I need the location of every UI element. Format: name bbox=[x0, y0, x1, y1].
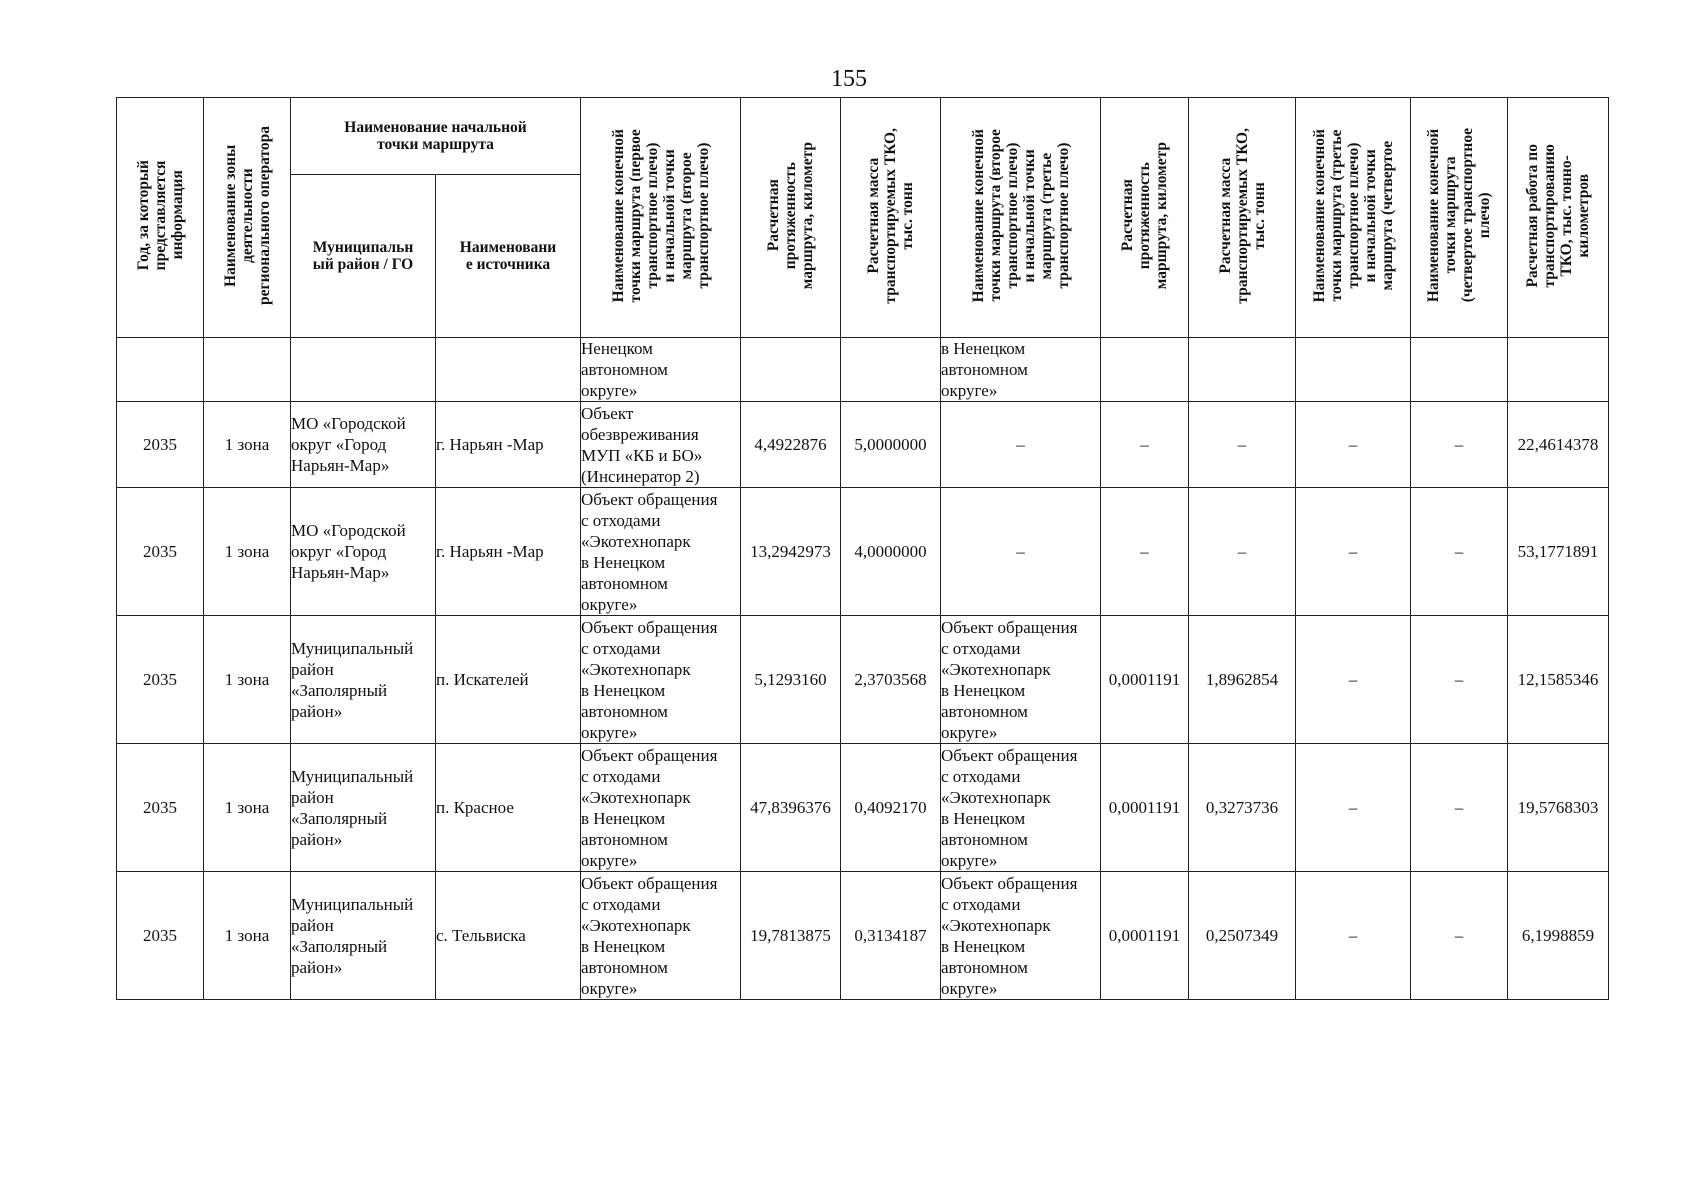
table-row bbox=[117, 402, 1609, 488]
cell-distance-2: 0,0001191 bbox=[1101, 872, 1189, 1000]
cell-mass-2: 0,3273736 bbox=[1189, 744, 1296, 872]
table-cell bbox=[1296, 338, 1411, 402]
cell-district: Муниципальный район «Заполярный район» bbox=[291, 872, 436, 1000]
cell-district: Муниципальный район «Заполярный район» bbox=[291, 616, 436, 744]
cell-end-point-3: – bbox=[1296, 616, 1411, 744]
cell-zone: 1 зона bbox=[204, 488, 291, 616]
header-zone: Наименование зоны деятельности регионального оператора bbox=[204, 98, 291, 338]
table-row bbox=[117, 872, 1609, 1000]
cell-zone: 1 зона bbox=[204, 872, 291, 1000]
cell-mass-1: 4,0000000 bbox=[841, 488, 941, 616]
cell-source: с. Тельвиска bbox=[436, 872, 581, 1000]
cell-district: МО «Городской округ «Город Нарьян-Мар» bbox=[291, 488, 436, 616]
cell-end-point-3: – bbox=[1296, 872, 1411, 1000]
cell-end-point-4: – bbox=[1411, 872, 1508, 1000]
cell-year: 2035 bbox=[117, 616, 204, 744]
header-end-point-2: Наименование конечной точки маршрута (второе транспортное плечо) и начальной точки маршрута (третье транспортное плечо) bbox=[941, 98, 1101, 338]
table-cell bbox=[741, 338, 841, 402]
cell-end-point-1: Объект обращения с отходами «Экотехнопарк в Ненецком автономном округе» bbox=[581, 744, 741, 872]
table-row bbox=[117, 488, 1609, 616]
route-table bbox=[116, 97, 1609, 1000]
cell-end-point-3: – bbox=[1296, 744, 1411, 872]
cell-end-point-2: Объект обращения с отходами «Экотехнопарк в Ненецком автономном округе» bbox=[941, 616, 1101, 744]
table-cell bbox=[291, 338, 436, 402]
cell-source: г. Нарьян -Мар bbox=[436, 402, 581, 488]
cell-mass-1: 0,4092170 bbox=[841, 744, 941, 872]
cell-mass-1: 2,3703568 bbox=[841, 616, 941, 744]
header-mass-2: Расчетная масса транспортируемых ТКО, тыс. тонн bbox=[1189, 98, 1296, 338]
cell-work: 19,5768303 bbox=[1508, 744, 1609, 872]
cell-distance-1: 4,4922876 bbox=[741, 402, 841, 488]
cell-source: п. Искателей bbox=[436, 616, 581, 744]
cell-mass-2: – bbox=[1189, 402, 1296, 488]
cell-distance-2: – bbox=[1101, 402, 1189, 488]
cell-distance-2: – bbox=[1101, 488, 1189, 616]
header-distance-2: Расчетная протяженность маршрута, километр bbox=[1101, 98, 1189, 338]
table-cell: в Ненецком автономном округе» bbox=[941, 338, 1101, 402]
cell-end-point-1: Объект обращения с отходами «Экотехнопарк в Ненецком автономном округе» bbox=[581, 616, 741, 744]
cell-work: 12,1585346 bbox=[1508, 616, 1609, 744]
cell-mass-1: 0,3134187 bbox=[841, 872, 941, 1000]
cell-end-point-4: – bbox=[1411, 616, 1508, 744]
header-end-point-3: Наименование конечной точки маршрута (третье транспортное плечо) и начальной точки маршрута (четвертое bbox=[1296, 98, 1411, 338]
cell-end-point-4: – bbox=[1411, 488, 1508, 616]
cell-end-point-3: – bbox=[1296, 402, 1411, 488]
cell-distance-1: 47,8396376 bbox=[741, 744, 841, 872]
table-row bbox=[117, 616, 1609, 744]
cell-end-point-3: – bbox=[1296, 488, 1411, 616]
cell-year: 2035 bbox=[117, 488, 204, 616]
cell-mass-2: 0,2507349 bbox=[1189, 872, 1296, 1000]
cell-mass-2: – bbox=[1189, 488, 1296, 616]
table-cell bbox=[204, 338, 291, 402]
header-end-point-4: Наименование конечной точки маршрута (четвертое транспортное плечо) bbox=[1411, 98, 1508, 338]
table-cell bbox=[1101, 338, 1189, 402]
cell-zone: 1 зона bbox=[204, 616, 291, 744]
cell-zone: 1 зона bbox=[204, 744, 291, 872]
cell-source: г. Нарьян -Мар bbox=[436, 488, 581, 616]
cell-end-point-4: – bbox=[1411, 402, 1508, 488]
cell-distance-1: 19,7813875 bbox=[741, 872, 841, 1000]
page-number: 155 bbox=[831, 66, 867, 92]
cell-distance-2: 0,0001191 bbox=[1101, 616, 1189, 744]
cell-mass-1: 5,0000000 bbox=[841, 402, 941, 488]
table-cell: Ненецком автономном округе» bbox=[581, 338, 741, 402]
table-cell bbox=[436, 338, 581, 402]
table-cell bbox=[1189, 338, 1296, 402]
cell-end-point-2: – bbox=[941, 402, 1101, 488]
cell-mass-2: 1,8962854 bbox=[1189, 616, 1296, 744]
cell-end-point-4: – bbox=[1411, 744, 1508, 872]
cell-source: п. Красное bbox=[436, 744, 581, 872]
cell-distance-1: 5,1293160 bbox=[741, 616, 841, 744]
cell-work: 53,1771891 bbox=[1508, 488, 1609, 616]
cell-year: 2035 bbox=[117, 402, 204, 488]
header-mass-1: Расчетная масса транспортируемых ТКО, тыс. тонн bbox=[841, 98, 941, 338]
cell-end-point-1: Объект обращения с отходами «Экотехнопарк в Ненецком автономном округе» bbox=[581, 488, 741, 616]
cell-work: 6,1998859 bbox=[1508, 872, 1609, 1000]
header-row-1 bbox=[117, 98, 1609, 175]
header-start-point: Наименование начальной точки маршрута bbox=[291, 98, 581, 175]
header-distance-1: Расчетная протяженность маршрута, километр bbox=[741, 98, 841, 338]
table-cell bbox=[117, 338, 204, 402]
header-source: Наименовани е источника bbox=[436, 175, 581, 338]
table-row bbox=[117, 744, 1609, 872]
cell-district: МО «Городской округ «Город Нарьян-Мар» bbox=[291, 402, 436, 488]
header-work: Расчетная работа по транспортированию ТКО, тыс. тонно- километров bbox=[1508, 98, 1609, 338]
cell-distance-2: 0,0001191 bbox=[1101, 744, 1189, 872]
header-year: Год, за который представляется информация bbox=[117, 98, 204, 338]
cell-year: 2035 bbox=[117, 744, 204, 872]
header-district: Муниципальн ый район / ГО bbox=[291, 175, 436, 338]
table-cell bbox=[1508, 338, 1609, 402]
cell-district: Муниципальный район «Заполярный район» bbox=[291, 744, 436, 872]
cell-work: 22,4614378 bbox=[1508, 402, 1609, 488]
cell-end-point-1: Объект обезвреживания МУП «КБ и БО» (Инсинератор 2) bbox=[581, 402, 741, 488]
cell-year: 2035 bbox=[117, 872, 204, 1000]
header-end-point-1: Наименование конечной точки маршрута (первое транспортное плечо) и начальной точки маршрута (второе транспортное плечо) bbox=[581, 98, 741, 338]
cell-distance-1: 13,2942973 bbox=[741, 488, 841, 616]
table-cell bbox=[841, 338, 941, 402]
cell-zone: 1 зона bbox=[204, 402, 291, 488]
cell-end-point-1: Объект обращения с отходами «Экотехнопарк в Ненецком автономном округе» bbox=[581, 872, 741, 1000]
cell-end-point-2: – bbox=[941, 488, 1101, 616]
cell-end-point-2: Объект обращения с отходами «Экотехнопарк в Ненецком автономном округе» bbox=[941, 872, 1101, 1000]
continuation-row bbox=[117, 338, 1609, 402]
cell-end-point-2: Объект обращения с отходами «Экотехнопарк в Ненецком автономном округе» bbox=[941, 744, 1101, 872]
table-cell bbox=[1411, 338, 1508, 402]
